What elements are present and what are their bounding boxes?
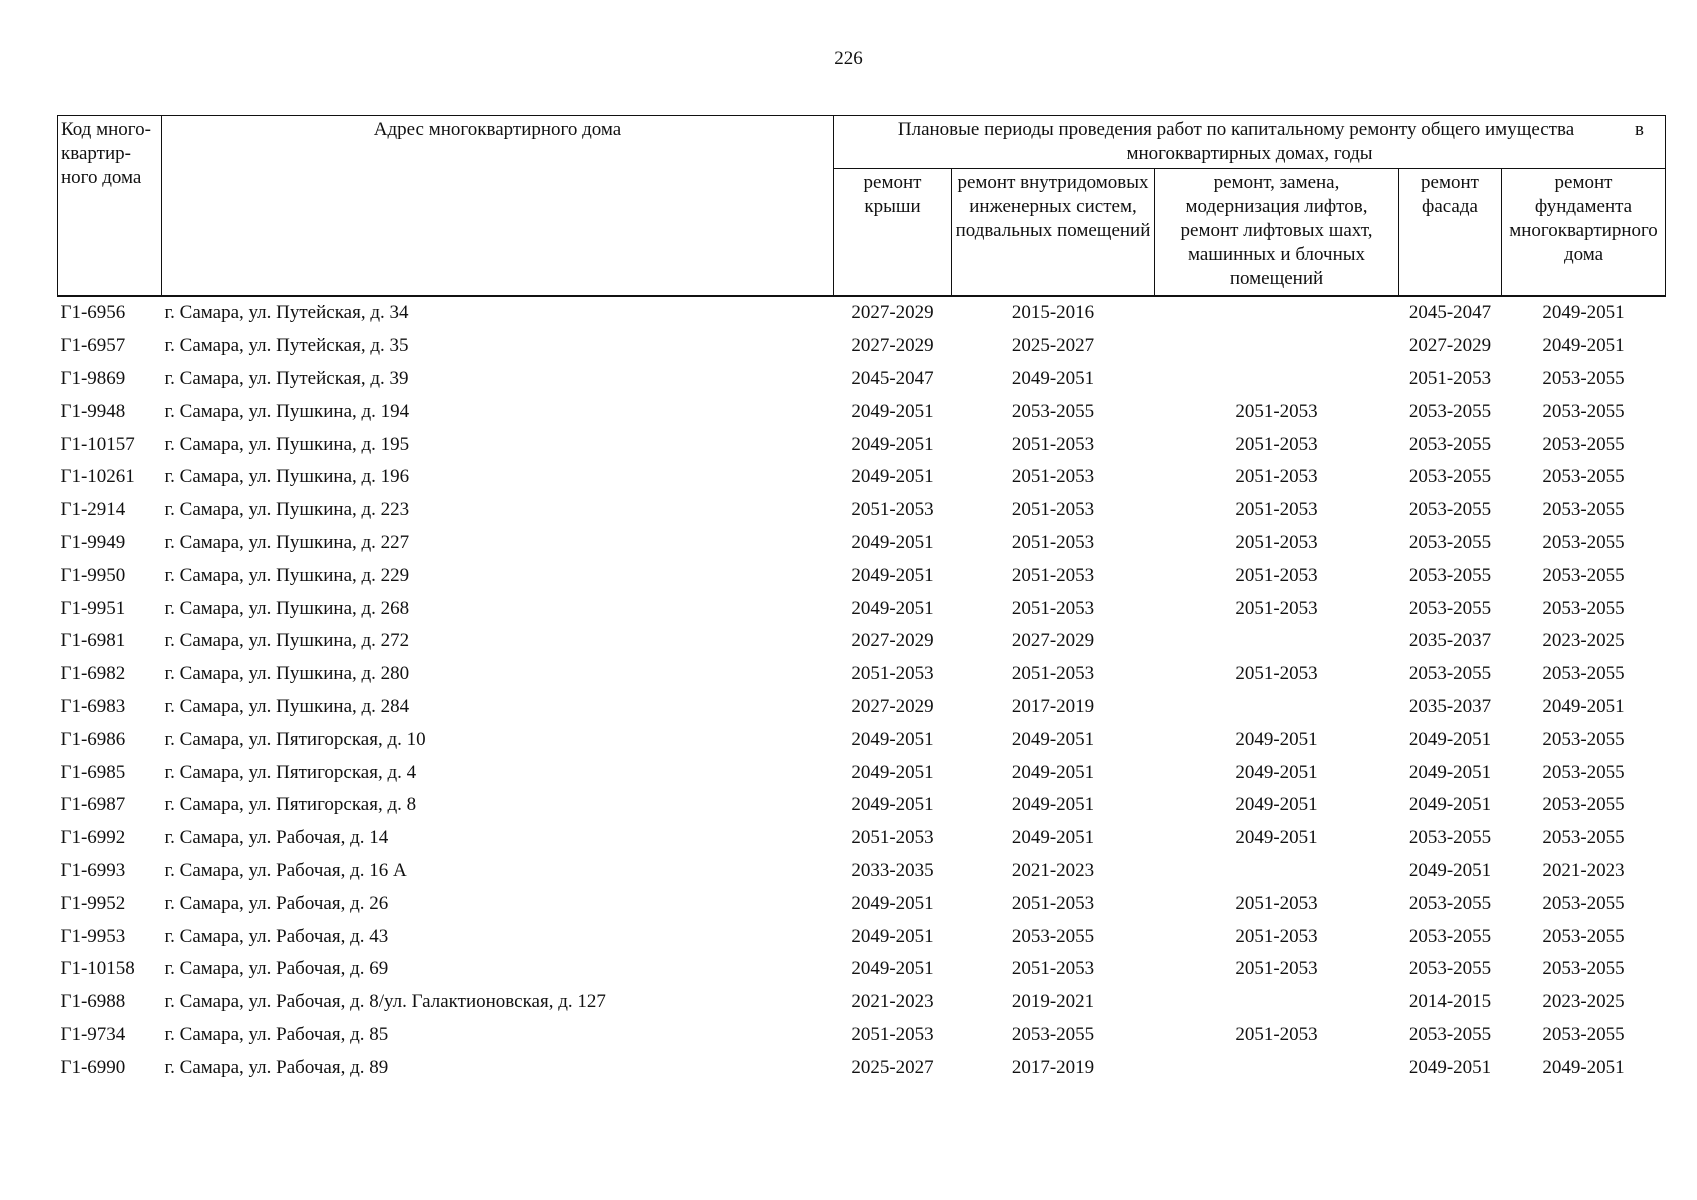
code-cell: Г1-6986 bbox=[60, 728, 126, 750]
code-cell: Г1-6983 bbox=[60, 695, 126, 717]
foundation-period-cell: 2053-2055 bbox=[1542, 433, 1625, 455]
code-cell: Г1-9953 bbox=[60, 925, 126, 947]
foundation-period-cell: 2053-2055 bbox=[1542, 663, 1625, 685]
foundation-period-cell: 2023-2025 bbox=[1542, 630, 1625, 652]
foundation-period-cell: 2053-2055 bbox=[1542, 892, 1625, 914]
code-cell: Г1-10157 bbox=[60, 433, 135, 455]
systems-period-cell: 2051-2053 bbox=[1011, 499, 1095, 521]
table-body bbox=[58, 296, 1666, 1084]
table-row bbox=[58, 1051, 1666, 1084]
foundation-period-cell: 2049-2051 bbox=[1542, 302, 1625, 324]
facade-period-cell: 2053-2055 bbox=[1408, 1023, 1492, 1045]
header-foundation: ремонт фундамента многоквартирного дома bbox=[1502, 169, 1666, 297]
roof-period-cell: 2049-2051 bbox=[851, 761, 934, 783]
address-cell: г. Самара, ул. Пушкина, д. 194 bbox=[164, 400, 410, 422]
foundation-period-cell: 2049-2051 bbox=[1542, 695, 1625, 717]
table-row bbox=[58, 461, 1666, 494]
systems-period-cell: 2049-2051 bbox=[1011, 761, 1095, 783]
lifts-period-cell: 2051-2053 bbox=[1235, 531, 1318, 553]
table-row bbox=[58, 920, 1666, 953]
code-cell: Г1-6992 bbox=[60, 827, 126, 849]
code-cell: Г1-6990 bbox=[60, 1056, 126, 1078]
code-cell: Г1-6982 bbox=[60, 663, 126, 685]
systems-period-cell: 2051-2053 bbox=[1011, 466, 1095, 488]
foundation-period-cell: 2053-2055 bbox=[1542, 1023, 1625, 1045]
header-group-title bbox=[834, 116, 1666, 169]
facade-period-cell: 2045-2047 bbox=[1408, 302, 1492, 324]
table-row bbox=[58, 691, 1666, 724]
table-row bbox=[58, 1019, 1666, 1052]
code-cell: Г1-2914 bbox=[60, 499, 126, 521]
foundation-period-cell: 2023-2025 bbox=[1542, 991, 1625, 1013]
repair-schedule-table bbox=[57, 115, 1666, 1084]
foundation-period-cell: 2049-2051 bbox=[1542, 335, 1625, 357]
table-row bbox=[58, 592, 1666, 625]
table-row bbox=[58, 363, 1666, 396]
roof-period-cell: 2051-2053 bbox=[851, 827, 934, 849]
lifts-period-cell: 2051-2053 bbox=[1235, 892, 1318, 914]
facade-period-cell: 2035-2037 bbox=[1408, 695, 1492, 717]
roof-period-cell: 2051-2053 bbox=[851, 499, 934, 521]
lifts-period-cell: 2049-2051 bbox=[1235, 794, 1318, 816]
lifts-period-cell: 2049-2051 bbox=[1235, 728, 1318, 750]
lifts-period-cell: 2051-2053 bbox=[1235, 597, 1318, 619]
foundation-period-cell: 2053-2055 bbox=[1542, 761, 1625, 783]
lifts-period-cell bbox=[1155, 691, 1399, 724]
foundation-period-cell: 2053-2055 bbox=[1542, 367, 1625, 389]
foundation-period-cell: 2021-2023 bbox=[1542, 859, 1625, 881]
facade-period-cell: 2035-2037 bbox=[1408, 630, 1492, 652]
roof-period-cell: 2049-2051 bbox=[851, 564, 934, 586]
facade-period-cell: 2051-2053 bbox=[1408, 367, 1492, 389]
table-row bbox=[58, 953, 1666, 986]
lifts-period-cell: 2051-2053 bbox=[1235, 1023, 1318, 1045]
table-header bbox=[58, 116, 1666, 297]
header-group-title-line2: многоквартирных домах, годы bbox=[1126, 143, 1373, 164]
address-cell: г. Самара, ул. Пушкина, д. 196 bbox=[164, 466, 410, 488]
header-lifts: ремонт, замена, модернизация лифтов, ремонт лифтовых шахт, машинных и блочных помещений bbox=[1155, 169, 1399, 297]
address-cell: г. Самара, ул. Пушкина, д. 280 bbox=[164, 663, 410, 685]
facade-period-cell: 2053-2055 bbox=[1408, 433, 1492, 455]
table-row bbox=[58, 658, 1666, 691]
systems-period-cell: 2025-2027 bbox=[1011, 335, 1095, 357]
foundation-period-cell: 2053-2055 bbox=[1542, 827, 1625, 849]
lifts-period-cell: 2049-2051 bbox=[1235, 761, 1318, 783]
code-cell: Г1-9734 bbox=[60, 1023, 126, 1045]
roof-period-cell: 2027-2029 bbox=[851, 695, 934, 717]
address-cell: г. Самара, ул. Пятигорская, д. 10 bbox=[164, 728, 426, 750]
facade-period-cell: 2053-2055 bbox=[1408, 958, 1492, 980]
facade-period-cell: 2053-2055 bbox=[1408, 663, 1492, 685]
lifts-period-cell bbox=[1155, 1051, 1399, 1084]
table-row bbox=[58, 625, 1666, 658]
foundation-period-cell: 2053-2055 bbox=[1542, 564, 1625, 586]
roof-period-cell: 2027-2029 bbox=[851, 302, 934, 324]
foundation-period-cell: 2053-2055 bbox=[1542, 466, 1625, 488]
lifts-period-cell bbox=[1155, 363, 1399, 396]
facade-period-cell: 2053-2055 bbox=[1408, 925, 1492, 947]
systems-period-cell: 2017-2019 bbox=[1011, 1056, 1095, 1078]
roof-period-cell: 2025-2027 bbox=[851, 1056, 934, 1078]
systems-period-cell: 2027-2029 bbox=[1011, 630, 1095, 652]
code-cell: Г1-10261 bbox=[60, 466, 135, 488]
systems-period-cell: 2051-2053 bbox=[1011, 564, 1095, 586]
table-row bbox=[58, 855, 1666, 888]
header-roof: ремонт крыши bbox=[834, 169, 952, 297]
roof-period-cell: 2049-2051 bbox=[851, 892, 934, 914]
address-cell: г. Самара, ул. Пушкина, д. 195 bbox=[164, 433, 410, 455]
code-cell: Г1-9869 bbox=[60, 367, 126, 389]
systems-period-cell: 2053-2055 bbox=[1011, 400, 1095, 422]
table-row bbox=[58, 789, 1666, 822]
systems-period-cell: 2051-2053 bbox=[1011, 958, 1095, 980]
roof-period-cell: 2049-2051 bbox=[851, 728, 934, 750]
code-cell: Г1-9951 bbox=[60, 597, 126, 619]
code-cell: Г1-6985 bbox=[60, 761, 126, 783]
systems-period-cell: 2019-2021 bbox=[1011, 991, 1095, 1013]
roof-period-cell: 2021-2023 bbox=[851, 991, 934, 1013]
address-cell: г. Самара, ул. Рабочая, д. 43 bbox=[164, 925, 389, 947]
facade-period-cell: 2053-2055 bbox=[1408, 892, 1492, 914]
code-cell: Г1-6956 bbox=[60, 302, 126, 324]
facade-period-cell: 2053-2055 bbox=[1408, 400, 1492, 422]
code-cell: Г1-6987 bbox=[60, 794, 126, 816]
header-code: Код много-квартир-ного дома bbox=[58, 116, 162, 297]
table-row bbox=[58, 986, 1666, 1019]
roof-period-cell: 2027-2029 bbox=[851, 335, 934, 357]
lifts-period-cell: 2051-2053 bbox=[1235, 400, 1318, 422]
systems-period-cell: 2051-2053 bbox=[1011, 597, 1095, 619]
address-cell: г. Самара, ул. Рабочая, д. 26 bbox=[164, 892, 389, 914]
lifts-period-cell: 2051-2053 bbox=[1235, 663, 1318, 685]
table-row bbox=[58, 527, 1666, 560]
foundation-period-cell: 2053-2055 bbox=[1542, 958, 1625, 980]
systems-period-cell: 2049-2051 bbox=[1011, 827, 1095, 849]
lifts-period-cell: 2051-2053 bbox=[1235, 958, 1318, 980]
table-row bbox=[58, 559, 1666, 592]
facade-period-cell: 2027-2029 bbox=[1408, 335, 1492, 357]
address-cell: г. Самара, ул. Пятигорская, д. 4 bbox=[164, 761, 417, 783]
address-cell: г. Самара, ул. Путейская, д. 35 bbox=[164, 335, 409, 357]
code-cell: Г1-6988 bbox=[60, 991, 126, 1013]
address-cell: г. Самара, ул. Пушкина, д. 268 bbox=[164, 597, 410, 619]
facade-period-cell: 2053-2055 bbox=[1408, 827, 1492, 849]
table-row bbox=[58, 330, 1666, 363]
lifts-period-cell: 2051-2053 bbox=[1235, 466, 1318, 488]
foundation-period-cell: 2053-2055 bbox=[1542, 925, 1625, 947]
address-cell: г. Самара, ул. Рабочая, д. 85 bbox=[164, 1023, 389, 1045]
facade-period-cell: 2053-2055 bbox=[1408, 531, 1492, 553]
facade-period-cell: 2049-2051 bbox=[1408, 794, 1492, 816]
systems-period-cell: 2021-2023 bbox=[1011, 859, 1095, 881]
roof-period-cell: 2049-2051 bbox=[851, 531, 934, 553]
code-cell: Г1-10158 bbox=[60, 958, 135, 980]
systems-period-cell: 2049-2051 bbox=[1011, 728, 1095, 750]
address-cell: г. Самара, ул. Путейская, д. 34 bbox=[164, 302, 409, 324]
systems-period-cell: 2015-2016 bbox=[1011, 302, 1095, 324]
code-cell: Г1-9948 bbox=[60, 400, 126, 422]
code-cell: Г1-6957 bbox=[60, 335, 126, 357]
facade-period-cell: 2053-2055 bbox=[1408, 597, 1492, 619]
facade-period-cell: 2049-2051 bbox=[1408, 859, 1492, 881]
table-row bbox=[58, 428, 1666, 461]
foundation-period-cell: 2053-2055 bbox=[1542, 728, 1625, 750]
header-facade: ремонт фасада bbox=[1399, 169, 1502, 297]
address-cell: г. Самара, ул. Пушкина, д. 272 bbox=[164, 630, 410, 652]
roof-period-cell: 2049-2051 bbox=[851, 466, 934, 488]
address-cell: г. Самара, ул. Пушкина, д. 223 bbox=[164, 499, 410, 521]
address-cell: г. Самара, ул. Рабочая, д. 89 bbox=[164, 1056, 389, 1078]
address-cell: г. Самара, ул. Рабочая, д. 8/ул. Галактионовская, д. 127 bbox=[164, 991, 606, 1013]
roof-period-cell: 2049-2051 bbox=[851, 794, 934, 816]
roof-period-cell: 2049-2051 bbox=[851, 400, 934, 422]
lifts-period-cell bbox=[1155, 855, 1399, 888]
foundation-period-cell: 2053-2055 bbox=[1542, 499, 1625, 521]
code-cell: Г1-6993 bbox=[60, 859, 126, 881]
address-cell: г. Самара, ул. Рабочая, д. 14 bbox=[164, 827, 389, 849]
systems-period-cell: 2051-2053 bbox=[1011, 433, 1095, 455]
lifts-period-cell: 2051-2053 bbox=[1235, 925, 1318, 947]
header-group-title-tail: в bbox=[1635, 119, 1645, 140]
systems-period-cell: 2017-2019 bbox=[1011, 695, 1095, 717]
code-cell: Г1-9949 bbox=[60, 531, 126, 553]
lifts-period-cell: 2051-2053 bbox=[1235, 564, 1318, 586]
facade-period-cell: 2053-2055 bbox=[1408, 466, 1492, 488]
systems-period-cell: 2049-2051 bbox=[1011, 367, 1095, 389]
systems-period-cell: 2051-2053 bbox=[1011, 892, 1095, 914]
foundation-period-cell: 2049-2051 bbox=[1542, 1056, 1625, 1078]
roof-period-cell: 2049-2051 bbox=[851, 433, 934, 455]
facade-period-cell: 2049-2051 bbox=[1408, 728, 1492, 750]
table-row bbox=[58, 756, 1666, 789]
code-cell: Г1-9952 bbox=[60, 892, 126, 914]
facade-period-cell: 2053-2055 bbox=[1408, 499, 1492, 521]
foundation-period-cell: 2053-2055 bbox=[1542, 597, 1625, 619]
header-group-title-line1: Плановые периоды проведения работ по капитальному ремонту общего имущества bbox=[897, 119, 1575, 140]
lifts-period-cell bbox=[1155, 296, 1399, 330]
address-cell: г. Самара, ул. Пятигорская, д. 8 bbox=[164, 794, 417, 816]
roof-period-cell: 2051-2053 bbox=[851, 1023, 934, 1045]
page-number: 226 bbox=[834, 48, 863, 69]
header-systems: ремонт внутридомовых инженерных систем, подвальных помещений bbox=[952, 169, 1155, 297]
roof-period-cell: 2049-2051 bbox=[851, 597, 934, 619]
systems-period-cell: 2053-2055 bbox=[1011, 925, 1095, 947]
foundation-period-cell: 2053-2055 bbox=[1542, 531, 1625, 553]
facade-period-cell: 2014-2015 bbox=[1408, 991, 1492, 1013]
facade-period-cell: 2049-2051 bbox=[1408, 761, 1492, 783]
lifts-period-cell bbox=[1155, 330, 1399, 363]
lifts-period-cell: 2051-2053 bbox=[1235, 433, 1318, 455]
code-cell: Г1-6981 bbox=[60, 630, 126, 652]
address-cell: г. Самара, ул. Рабочая, д. 16 А bbox=[164, 859, 407, 881]
table-row bbox=[58, 494, 1666, 527]
table-row bbox=[58, 723, 1666, 756]
code-cell: Г1-9950 bbox=[60, 564, 126, 586]
roof-period-cell: 2045-2047 bbox=[851, 367, 934, 389]
lifts-period-cell: 2049-2051 bbox=[1235, 827, 1318, 849]
address-cell: г. Самара, ул. Пушкина, д. 284 bbox=[164, 695, 410, 717]
table-row bbox=[58, 887, 1666, 920]
address-cell: г. Самара, ул. Пушкина, д. 227 bbox=[164, 531, 410, 553]
systems-period-cell: 2049-2051 bbox=[1011, 794, 1095, 816]
systems-period-cell: 2053-2055 bbox=[1011, 1023, 1095, 1045]
systems-period-cell: 2051-2053 bbox=[1011, 663, 1095, 685]
lifts-period-cell bbox=[1155, 986, 1399, 1019]
foundation-period-cell: 2053-2055 bbox=[1542, 400, 1625, 422]
lifts-period-cell: 2051-2053 bbox=[1235, 499, 1318, 521]
table-row bbox=[58, 822, 1666, 855]
address-cell: г. Самара, ул. Рабочая, д. 69 bbox=[164, 958, 389, 980]
systems-period-cell: 2051-2053 bbox=[1011, 531, 1095, 553]
table-row bbox=[58, 395, 1666, 428]
foundation-period-cell: 2053-2055 bbox=[1542, 794, 1625, 816]
table-row bbox=[58, 296, 1666, 330]
lifts-period-cell bbox=[1155, 625, 1399, 658]
address-cell: г. Самара, ул. Путейская, д. 39 bbox=[164, 367, 409, 389]
facade-period-cell: 2049-2051 bbox=[1408, 1056, 1492, 1078]
facade-period-cell: 2053-2055 bbox=[1408, 564, 1492, 586]
roof-period-cell: 2027-2029 bbox=[851, 630, 934, 652]
roof-period-cell: 2051-2053 bbox=[851, 663, 934, 685]
address-cell: г. Самара, ул. Пушкина, д. 229 bbox=[164, 564, 410, 586]
header-address: Адрес многоквартирного дома bbox=[162, 116, 834, 297]
roof-period-cell: 2049-2051 bbox=[851, 958, 934, 980]
roof-period-cell: 2033-2035 bbox=[851, 859, 934, 881]
roof-period-cell: 2049-2051 bbox=[851, 925, 934, 947]
